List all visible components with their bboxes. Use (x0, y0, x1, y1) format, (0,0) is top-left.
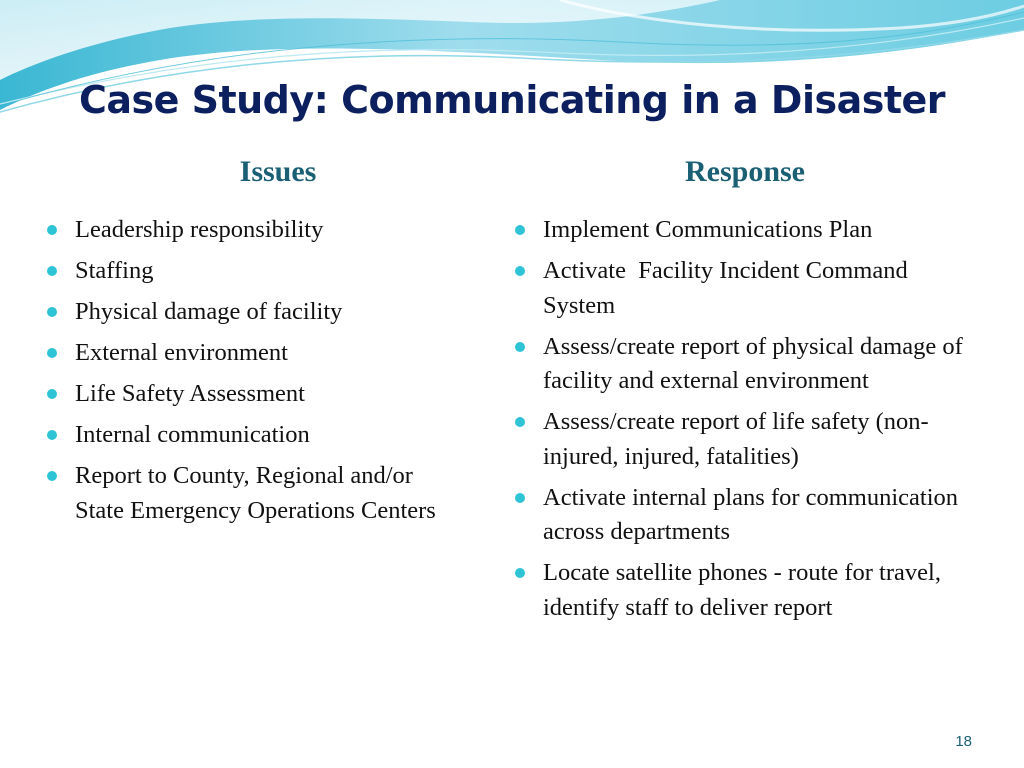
bullet-icon (515, 568, 525, 578)
bullet-icon (47, 430, 57, 440)
list-item (44, 459, 444, 528)
list-item-text: Physical damage of facility (75, 298, 343, 325)
list-item-text: Staffing (75, 257, 154, 284)
bullet-icon (515, 266, 525, 276)
issues-heading: Issues (239, 155, 317, 188)
list-item-text: External environment (75, 339, 288, 366)
list-item (512, 405, 972, 474)
issues-list (44, 213, 444, 535)
slide-title: Case Study: Communicating in a Disaster (78, 78, 946, 122)
list-item-text: Report to County, Regional and/or State Emergency Operations Centers (75, 462, 436, 524)
bullet-icon (47, 307, 57, 317)
bullet-icon (47, 348, 57, 358)
list-item-text: Assess/create report of physical damage of facility and external environment (543, 332, 963, 394)
list-item (44, 213, 444, 248)
list-item-text: Life Safety Assessment (75, 380, 305, 407)
list-item (44, 254, 444, 289)
list-item-text: Activate internal plans for communication across departments (543, 483, 959, 545)
slide-number: 18 (955, 733, 972, 750)
bullet-icon (47, 389, 57, 399)
list-item-text: Locate satellite phones - route for travel, identify staff to deliver report (543, 559, 941, 621)
bullet-icon (515, 342, 525, 352)
bullet-icon (47, 266, 57, 276)
list-item (512, 330, 972, 399)
bullet-icon (515, 493, 525, 503)
list-item-text: Implement Communications Plan (543, 216, 873, 243)
list-item-text: Internal communication (75, 421, 310, 448)
bullet-icon (515, 225, 525, 235)
response-heading: Response (684, 155, 805, 188)
list-item (44, 295, 444, 330)
list-item-text: Activate Facility Incident Command System (543, 257, 914, 319)
list-item-text: Leadership responsibility (75, 216, 324, 243)
bullet-icon (47, 471, 57, 481)
bullet-icon (47, 225, 57, 235)
list-item (512, 481, 972, 550)
list-item (44, 418, 444, 453)
bullet-icon (515, 417, 525, 427)
list-item (512, 556, 972, 625)
response-list (512, 213, 972, 632)
list-item (44, 336, 444, 371)
list-item (44, 377, 444, 412)
list-item-text: Assess/create report of life safety (non- injured, injured, fatalities) (543, 408, 929, 470)
list-item (512, 254, 972, 323)
list-item (512, 213, 972, 248)
